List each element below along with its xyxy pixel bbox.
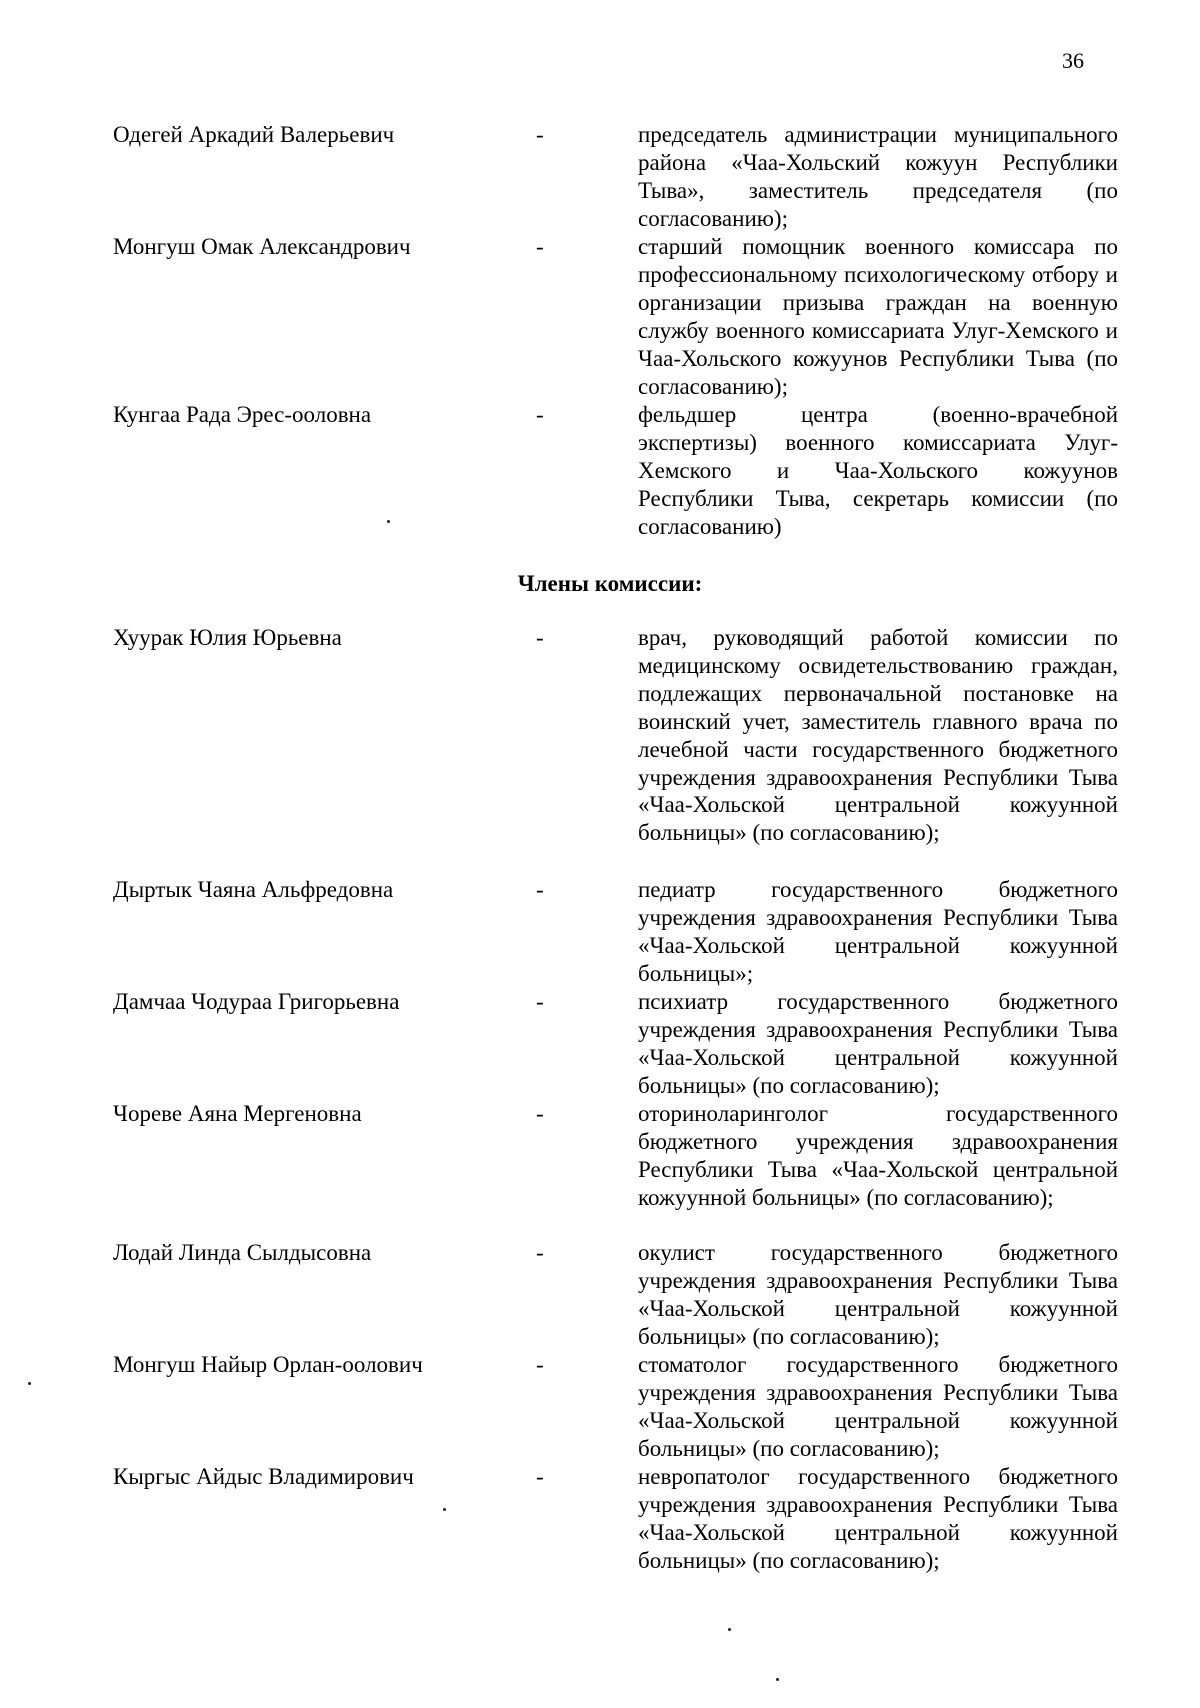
member-role: невропатолог государственного бюджетного учреждения здравоохранения Республики Тыва «Чаа-Хольской центральной кожуунной больницы» (по согласованию); <box>638 1464 1118 1573</box>
member-role: фельдшер центра (военно-врачебной экспертизы) военного комиссариата Улуг-Хемского и Чаа-Хольского кожуунов Республики Тыва, секретарь комиссии (по согласованию) <box>638 402 1118 539</box>
member-role: врач, руководящий работой комиссии по медицинскому освидетельствованию граждан, подлежащих первоначальной постановке на воинский учет, заместитель главного врача по лечебной части государственного бюджетного учреждения здравоохранения Республики Тыва «Чаа-Хольской центральной кожуунной больницы» (по согласованию); <box>638 625 1118 846</box>
member-role: стоматолог государственного бюджетного учреждения здравоохранения Республики Тыва «Чаа-Хольской центральной кожуунной больницы» (по согласованию); <box>638 1352 1118 1461</box>
separator-dash: - <box>536 989 544 1014</box>
scan-speck <box>443 1508 446 1511</box>
member-name: Кыргыс Айдыс Владимирович <box>113 1464 414 1489</box>
member-name: Одегей Аркадий Валерьевич <box>113 122 395 147</box>
page-number: 36 <box>1062 48 1084 73</box>
scan-speck <box>387 520 390 523</box>
scan-speck <box>28 1382 31 1385</box>
separator-dash: - <box>536 122 544 147</box>
member-name: Монгуш Найыр Орлан-оолович <box>113 1352 423 1377</box>
member-name: Чореве Аяна Мергеновна <box>113 1101 362 1126</box>
member-name: Монгуш Омак Александрович <box>113 234 411 259</box>
member-role: старший помощник военного комиссара по профессиональному психологическому отбору и организации призыва граждан на военную службу военного комиссариата Улуг-Хемского и Чаа-Хольского кожуунов Республики Тыва (по согласованию); <box>638 234 1118 399</box>
separator-dash: - <box>536 625 544 650</box>
member-role: председатель администрации муниципального района «Чаа-Хольский кожуун Республики Тыва», заместитель председателя (по согласованию); <box>638 122 1118 231</box>
separator-dash: - <box>536 877 544 902</box>
separator-dash: - <box>536 1240 544 1265</box>
scan-speck <box>776 1678 779 1681</box>
separator-dash: - <box>536 1101 544 1126</box>
member-name: Кунгаа Рада Эрес-ооловна <box>113 402 372 427</box>
member-role: окулист государственного бюджетного учреждения здравоохранения Республики Тыва «Чаа-Хольской центральной кожуунной больницы» (по согласованию); <box>638 1240 1118 1349</box>
member-role: психиатр государственного бюджетного учреждения здравоохранения Республики Тыва «Чаа-Хольской центральной кожуунной больницы» (по согласованию); <box>638 989 1118 1098</box>
section-heading: Члены комиссии: <box>517 571 703 596</box>
separator-dash: - <box>536 1352 544 1377</box>
member-role: оториноларинголог государственного бюджетного учреждения здравоохранения Республики Тыва «Чаа-Хольской центральной кожуунной больницы» (по согласованию); <box>638 1101 1118 1210</box>
separator-dash: - <box>536 1464 544 1489</box>
member-role: педиатр государственного бюджетного учреждения здравоохранения Республики Тыва «Чаа-Хольской центральной кожуунной больницы»; <box>638 877 1118 986</box>
separator-dash: - <box>536 402 544 427</box>
member-name: Лодай Линда Сылдысовна <box>113 1240 372 1265</box>
member-name: Хуурак Юлия Юрьевна <box>113 625 342 650</box>
scan-speck <box>728 1628 731 1631</box>
member-name: Дамчаа Чодураа Григорьевна <box>113 989 400 1014</box>
separator-dash: - <box>536 234 544 259</box>
member-name: Дыртык Чаяна Альфредовна <box>113 877 394 902</box>
